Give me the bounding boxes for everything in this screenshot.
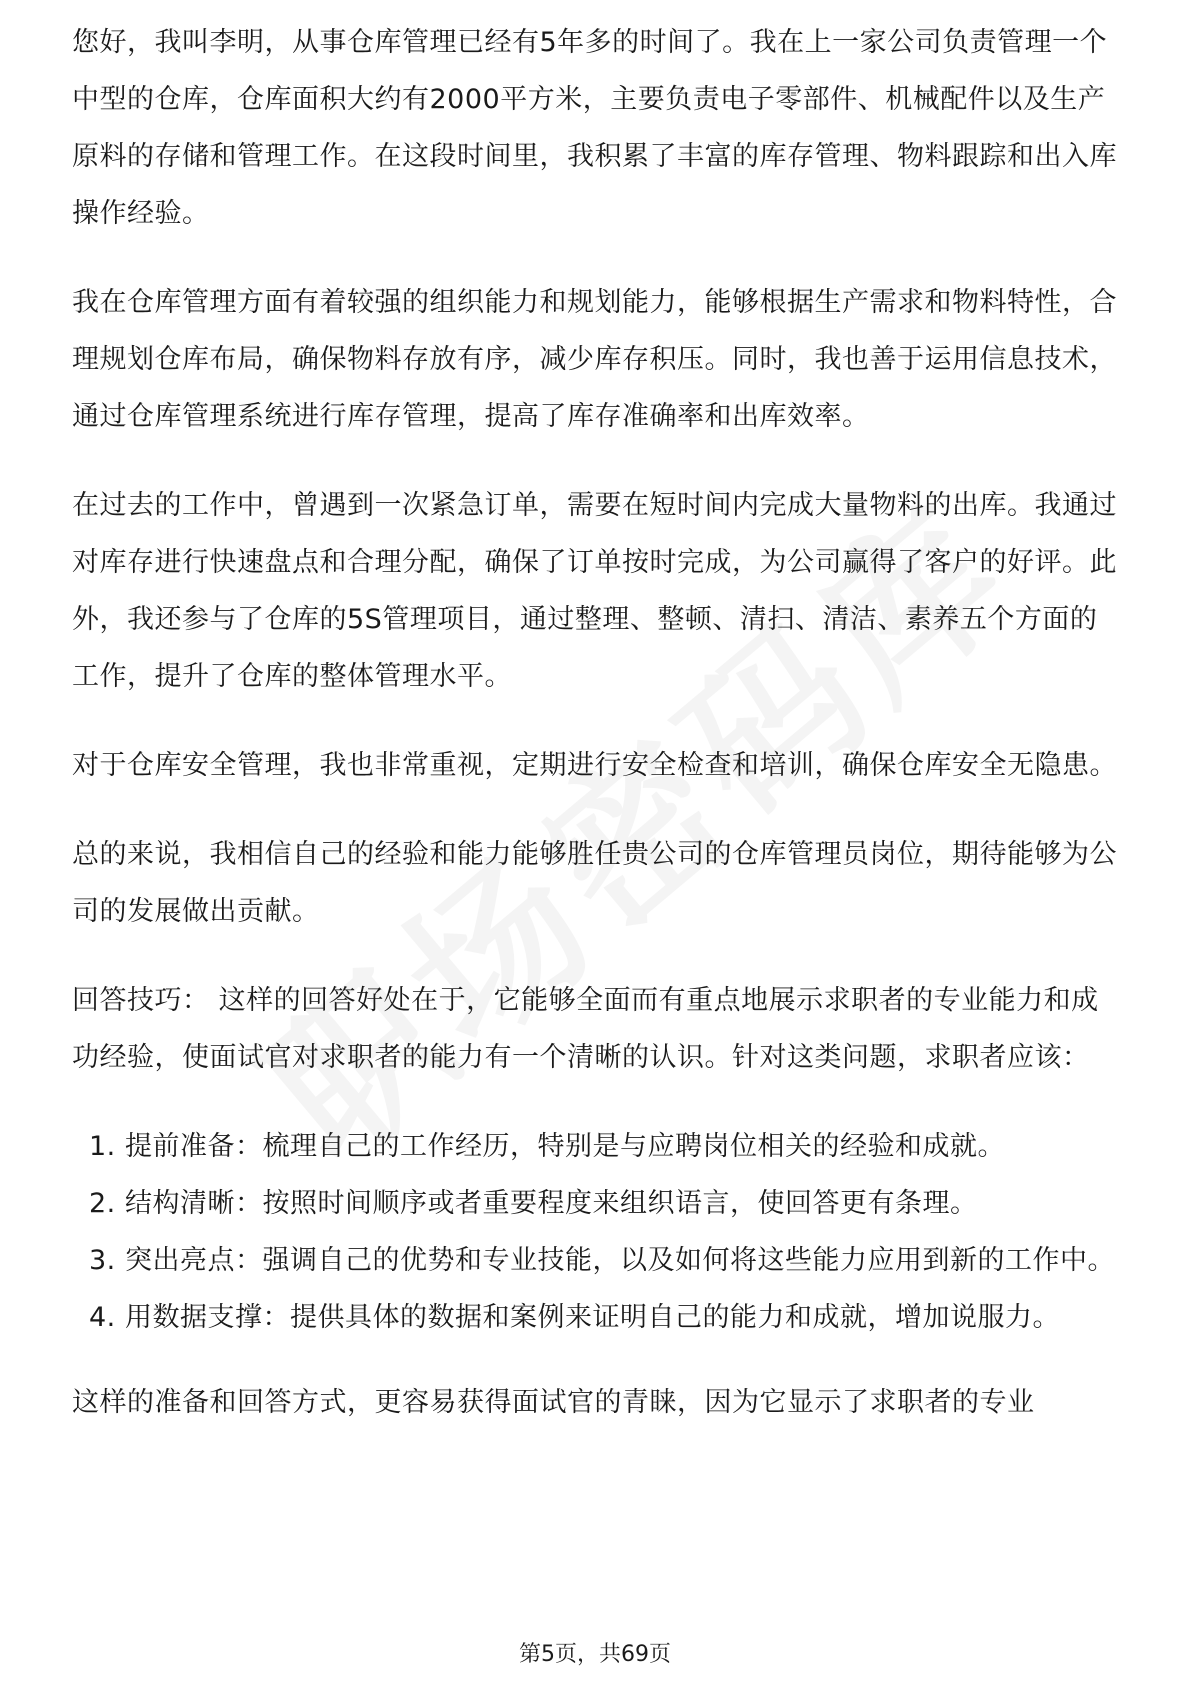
list-item-text: 提前准备：梳理自己的工作经历，特别是与应聘岗位相关的经验和成就。 — [125, 1131, 1005, 1162]
list-item-text: 突出亮点：强调自己的优势和专业技能，以及如何将这些能力应用到新的工作中。 — [125, 1245, 1115, 1276]
paragraph-closing: 这样的准备和回答方式，更容易获得面试官的青睐，因为它显示了求职者的专业 — [72, 1387, 1035, 1418]
paragraph-summary: 总的来说，我相信自己的经验和能力能够胜任贵公司的仓库管理员岗位，期待能够为公司的发展做出贡献。 — [72, 839, 1117, 927]
document-body — [72, 20, 1122, 1463]
list-item — [72, 1175, 1122, 1232]
paragraph-tips-intro: 回答技巧： 这样的回答好处在于，它能够全面而有重点地展示求职者的专业能力和成功经验，使面试官对求职者的能力有一个清晰的认识。针对这类问题，求职者应该： — [72, 985, 1099, 1073]
list-item-number: 1. — [89, 1131, 116, 1162]
list-item-number: 2. — [89, 1188, 116, 1219]
list-item — [72, 1118, 1122, 1175]
list-item — [72, 1232, 1122, 1289]
paragraph-intro: 您好，我叫李明，从事仓库管理已经有5年多的时间了。我在上一家公司负责管理一个中型的仓库，仓库面积大约有2000平方米，主要负责电子零部件、机械配件以及生产原料的存储和管理工作。在这段时间里，我积累了丰富的库存管理、物料跟踪和出入库操作经验。 — [72, 27, 1117, 229]
paragraph-safety: 对于仓库安全管理，我也非常重视，定期进行安全检查和培训，确保仓库安全无隐患。 — [72, 750, 1117, 781]
list-item-number: 3. — [89, 1245, 116, 1276]
paragraph-experience: 在过去的工作中，曾遇到一次紧急订单，需要在短时间内完成大量物料的出库。我通过对库存进行快速盘点和合理分配，确保了订单按时完成，为公司赢得了客户的好评。此外，我还参与了仓库的5S管理项目，通过整理、整顿、清扫、清洁、素养五个方面的工作，提升了仓库的整体管理水平。 — [72, 490, 1117, 692]
page-number: 第5页，共69页 — [519, 1642, 671, 1667]
tips-list — [72, 1118, 1122, 1346]
list-item — [72, 1289, 1122, 1346]
list-item-text: 结构清晰：按照时间顺序或者重要程度来组织语言，使回答更有条理。 — [125, 1188, 978, 1219]
list-item-number: 4. — [89, 1302, 116, 1333]
paragraph-skills: 我在仓库管理方面有着较强的组织能力和规划能力，能够根据生产需求和物料特性，合理规划仓库布局，确保物料存放有序，减少库存积压。同时，我也善于运用信息技术，通过仓库管理系统进行库存管理，提高了库存准确率和出库效率。 — [72, 287, 1117, 432]
list-item-text: 用数据支撑：提供具体的数据和案例来证明自己的能力和成就，增加说服力。 — [125, 1302, 1060, 1333]
